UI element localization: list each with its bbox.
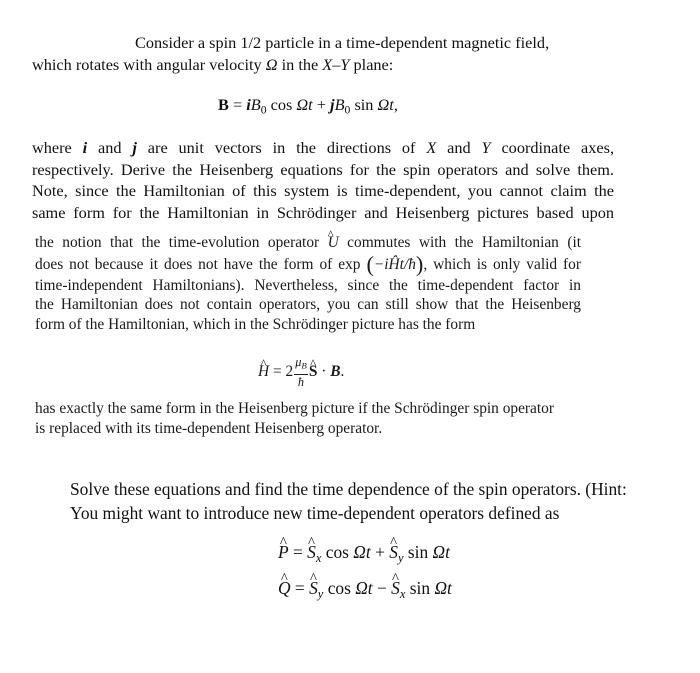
xy-plane: X–Y	[322, 54, 350, 74]
eqQ-minus: −	[372, 578, 392, 598]
eqP-s1: x	[315, 550, 322, 565]
eqQ-sin: sin	[405, 578, 435, 598]
equation-p-operator	[278, 541, 450, 570]
unit-i: i	[82, 138, 88, 157]
para1-line3-b: and	[87, 138, 133, 157]
para1-line5: Note, since the Hamiltonian of this system is time-dependent, you cannot claim the	[32, 181, 614, 200]
eqP-s2: y	[397, 550, 404, 565]
frac-mu-sub: B	[301, 360, 307, 371]
eqB-zero-b: 0	[344, 103, 351, 117]
para1-line3-d: and	[436, 138, 482, 157]
eqB-omt1: Ωt	[296, 95, 313, 114]
para3-line1: Solve these equations and find the time dependence of the spin operators. (Hint:	[70, 479, 627, 499]
para2-line1-a: the notion that the time-evolution operator	[35, 234, 328, 251]
eqP-S2: ^ S	[389, 541, 398, 565]
eqP-sin: sin	[403, 542, 433, 562]
eqB-sin: sin	[350, 95, 378, 114]
axis-y: Y	[481, 138, 491, 157]
eqQ-omt2: Ωt	[434, 578, 452, 598]
axis-x: X	[426, 138, 437, 157]
para2-line1	[35, 233, 581, 253]
para1-line1	[32, 32, 614, 54]
eqP-omt1: Ωt	[353, 542, 371, 562]
eqB-plus: +	[312, 95, 331, 114]
eqB-tail: ,	[393, 95, 398, 114]
frac-mu: μ	[295, 355, 302, 369]
eqB-B0b: B	[334, 95, 345, 114]
para1-line2-b: in the	[277, 54, 323, 74]
equation-q-operator	[278, 577, 452, 606]
para1-line3-e: coordinate axes,	[490, 138, 615, 157]
eqP-eq: =	[288, 542, 308, 562]
unit-j: j	[132, 138, 137, 157]
eqB-i: i	[246, 95, 251, 114]
para1-line2	[32, 54, 614, 76]
eqB-B0a: B	[250, 95, 261, 114]
eqQ-cos: cos	[323, 578, 356, 598]
eqB-omt2: Ωt	[377, 95, 394, 114]
equation-magnetic-field	[218, 94, 398, 121]
para2-line2-a: does not because it does not have the form of exp	[35, 255, 367, 273]
para2-line5: form of the Hamiltonian, which in the Schrödinger picture has the form	[35, 315, 476, 333]
para2-line4: the Hamiltonian does not contain operators, you can still show that the Heisenberg	[35, 296, 581, 314]
para1-line3-c: are unit vectors in the directions of	[136, 138, 427, 157]
eqQ-omt1: Ωt	[355, 578, 373, 598]
eqH-tail: .	[340, 362, 345, 380]
eqQ-S2: ^ S	[391, 577, 400, 601]
para1-line3-a: where	[32, 138, 83, 157]
para1-line4: respectively. Derive the Heisenberg equations for the spin operators and solve them.	[32, 159, 614, 179]
para2-line1-b: commutes with the Hamiltonian (it	[338, 234, 581, 251]
para2-line3: time-independent Hamiltonians). Nevertheless, since the time-dependent factor in	[35, 276, 581, 294]
eqP-omt2: Ωt	[432, 542, 450, 562]
eqP-S1: ^ S	[307, 541, 316, 565]
eqQ-s2: x	[399, 586, 406, 601]
para2-line2	[35, 253, 581, 276]
eqQ-eq: =	[290, 578, 310, 598]
paragraph-2	[35, 233, 581, 334]
para2-line6: has exactly the same form in the Heisenberg picture if the Schrödinger spin operator	[35, 400, 554, 417]
frac-num	[294, 356, 308, 375]
eqH-eq: = 2	[269, 362, 294, 380]
para3-line2: You might want to introduce new time-dependent operators defined as	[70, 502, 560, 523]
para1-line1-text: Consider a spin 1/2 particle in a time-dependent magnetic field,	[135, 33, 550, 52]
eqQ-S1: ^ S	[309, 577, 318, 601]
paragraph-1	[32, 32, 614, 75]
para1-line2-a: which rotates with angular velocity	[32, 54, 266, 74]
eqB-lhs: B	[218, 95, 229, 114]
eqH-B: B	[330, 362, 341, 380]
eqP-P: ^ P	[278, 541, 289, 565]
eqP-cos: cos	[321, 542, 354, 562]
eqH-dot: ·	[317, 362, 331, 380]
paren-right: )	[415, 251, 424, 277]
eqQ-s1: y	[317, 586, 324, 601]
para1-line3	[32, 137, 614, 159]
paren-left: (	[366, 251, 374, 277]
eqB-j: j	[330, 95, 335, 114]
fraction-mub-hbar	[294, 356, 308, 389]
eqB-eq: =	[228, 95, 247, 114]
eqP-plus: +	[370, 542, 390, 562]
paragraph-2-continued	[35, 399, 581, 438]
para1-line6: same form for the Hamiltonian in Schrödinger and Heisenberg pictures based upon	[32, 202, 614, 222]
operator-u: ^ U	[328, 233, 339, 253]
paragraph-3	[70, 478, 696, 525]
eqQ-Q: ^ Q	[278, 577, 291, 601]
equation-hamiltonian	[258, 356, 344, 389]
exp-argument: −iĤt/ħ	[373, 255, 416, 273]
para1-line2-c: plane:	[349, 54, 394, 74]
eqB-cos: cos	[266, 95, 297, 114]
eqB-zero-a: 0	[260, 103, 267, 117]
frac-den: ħ	[297, 374, 305, 389]
omega-symbol: Ω	[265, 54, 278, 74]
eqH-H: ^ H	[258, 362, 269, 382]
para2-line2-b: , which is only valid for	[423, 255, 581, 273]
eqH-S: ^ S	[309, 362, 318, 382]
para2-line7: is replaced with its time-dependent Heisenberg operator.	[35, 419, 383, 437]
paragraph-1-continued	[32, 137, 614, 223]
